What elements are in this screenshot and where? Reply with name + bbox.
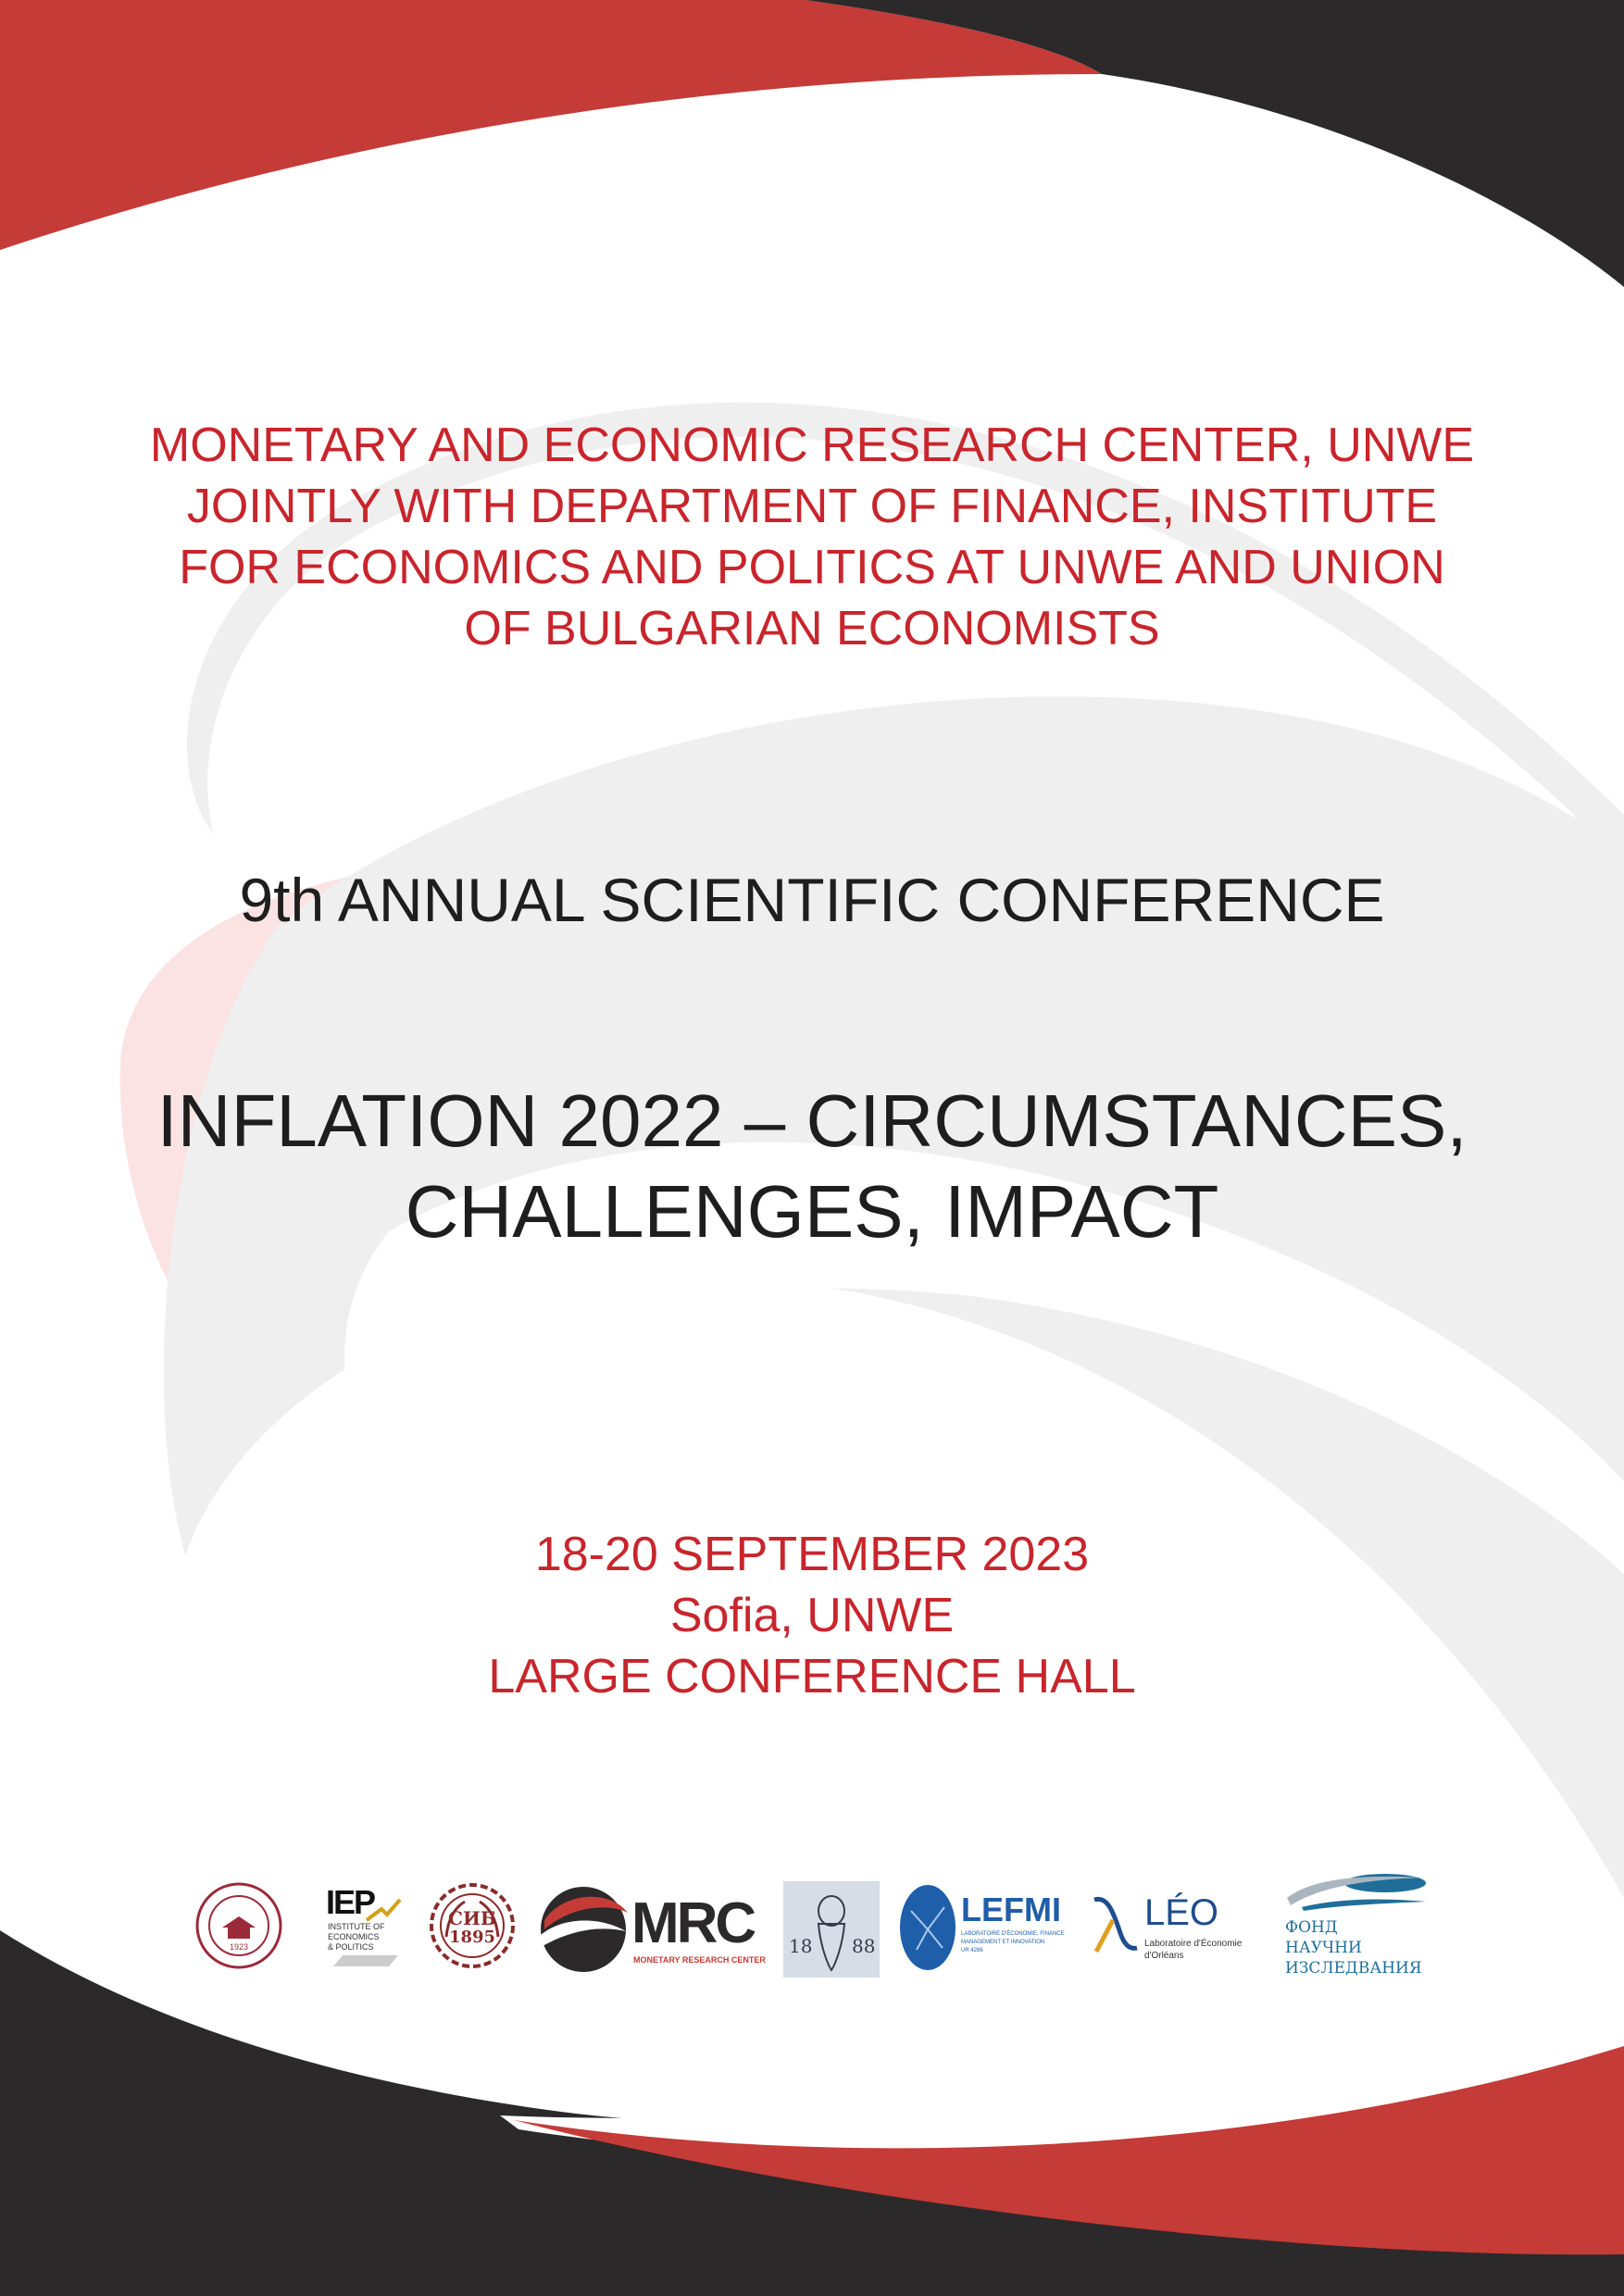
sofia-university-portrait-icon	[783, 1881, 880, 1978]
unwe-seal-logo	[194, 1881, 283, 1970]
unwe-seal-year: 1923	[229, 1942, 249, 1952]
leo-lambda-icon	[1089, 1892, 1141, 1957]
organizers-line-3: FOR ECONOMICS AND POLITICS AT UNWE AND UNION	[179, 541, 1445, 594]
fni-logo	[1283, 1870, 1441, 1981]
event-details	[0, 1524, 1624, 1707]
conference-edition	[0, 863, 1624, 937]
leo-logo	[1089, 1892, 1274, 1976]
event-hall: LARGE CONFERENCE HALL	[488, 1650, 1136, 1703]
leo-mark: LÉO	[1144, 1892, 1219, 1933]
fni-swoosh-icon	[1283, 1870, 1431, 1911]
fni-line-3: ИЗСЛЕДВАНИЯ	[1285, 1959, 1422, 1978]
conference-title	[0, 1076, 1624, 1257]
sofia-university-year-right: 88	[852, 1935, 876, 1957]
organizers-heading	[0, 415, 1624, 659]
mrc-mark: MRC	[631, 1891, 755, 1955]
sofia-university-year-left: 18	[789, 1935, 813, 1957]
fni-line-1: ФОНД	[1285, 1918, 1338, 1937]
organizers-line-4: OF BULGARIAN ECONOMISTS	[464, 602, 1160, 655]
iep-arrow-icon	[365, 1896, 402, 1924]
unwe-seal-icon	[194, 1881, 283, 1970]
iep-line-2: ECONOMICS	[328, 1932, 380, 1941]
lefmi-mark: LEFMI	[961, 1890, 1061, 1928]
sofia-university-logo	[783, 1881, 880, 1978]
fni-line-2: НАУЧНИ	[1285, 1939, 1362, 1957]
iep-logo	[324, 1883, 417, 1976]
partner-logos	[185, 1861, 1481, 2000]
lefmi-network-icon	[898, 1883, 957, 1972]
organizers-line-2: JOINTLY WITH DEPARTMENT OF FINANCE, INSTITUTE	[186, 480, 1438, 533]
iep-line-3: & POLITICS	[328, 1942, 374, 1952]
lefmi-line-1: LABORATOIRE D'ÉCONOMIE, FINANCE	[961, 1931, 1065, 1937]
conference-title-line-2: CHALLENGES, IMPACT	[405, 1170, 1219, 1253]
iep-line-1: INSTITUTE OF	[328, 1922, 385, 1931]
mrc-logo	[535, 1879, 767, 1976]
lefmi-line-2: MANAGEMENT ET INNOVATION	[961, 1940, 1045, 1945]
top-red-wave	[0, 0, 1102, 250]
leo-line-2: d'Orléans	[1144, 1951, 1184, 1961]
iep-stripe-icon	[333, 1953, 398, 1968]
conference-edition-text: 9th ANNUAL SCIENTIFIC CONFERENCE	[239, 866, 1385, 934]
iep-mark: IEP	[326, 1883, 375, 1921]
mrc-subtitle: MONETARY RESEARCH CENTER	[633, 1955, 766, 1965]
ube-year: 1895	[448, 1928, 496, 1947]
lefmi-logo	[898, 1883, 1083, 1976]
ube-logo	[428, 1881, 517, 1970]
organizers-line-1: MONETARY AND ECONOMIC RESEARCH CENTER, UNWE	[149, 418, 1475, 472]
lefmi-line-3: UR 4286	[961, 1948, 983, 1953]
leo-line-1: Laboratoire d'Économie	[1144, 1939, 1243, 1949]
event-dates: 18-20 SEPTEMBER 2023	[534, 1528, 1090, 1581]
event-place: Sofia, UNWE	[669, 1589, 955, 1642]
conference-title-line-1: INFLATION 2022 – CIRCUMSTANCES,	[156, 1079, 1468, 1162]
mrc-swirl-icon	[535, 1879, 631, 1976]
ube-mark: СИБ	[448, 1907, 496, 1929]
